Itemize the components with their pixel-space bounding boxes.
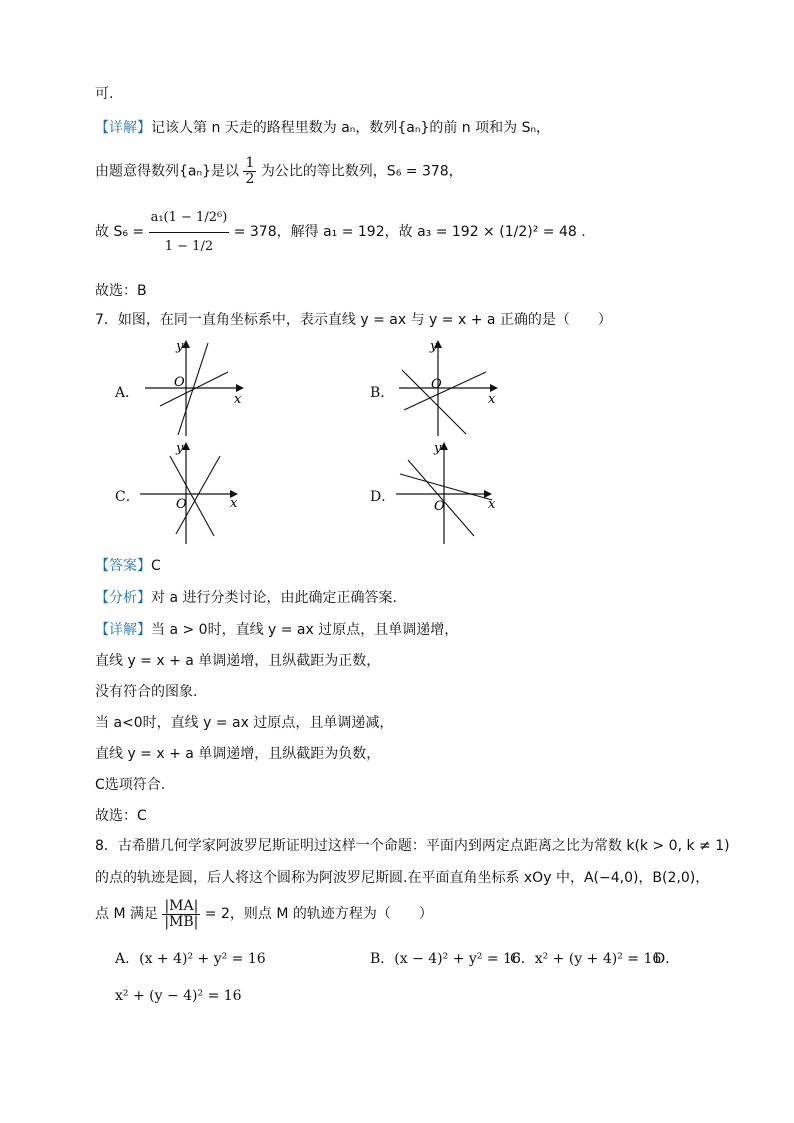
graph-a <box>140 338 250 442</box>
q8-line-3-post: = 2，则点 M 的轨迹方程为（ ） <box>204 906 433 922</box>
x-axis-label: x <box>234 392 242 407</box>
analysis-line <box>95 588 397 608</box>
sum-fraction <box>149 204 230 261</box>
detail-line-2 <box>95 156 463 187</box>
x-axis-arrow <box>236 384 244 392</box>
question-8-line-2: 的点的轨迹是圆，后人将这个圆称为阿波罗尼斯圆.在平面直角坐标系 xOy 中，A(−4,0)，B(2,0)， <box>95 870 710 886</box>
question-7-stem: 7．如图，在同一直角坐标系中，表示直线 y = ax 与 y = x + a 正确的是（ ） <box>95 312 612 328</box>
line-increasing <box>176 456 220 534</box>
detail2-line-7: 故选：C <box>95 808 147 824</box>
detail2-line-1 <box>95 620 458 640</box>
detail-line-1 <box>95 118 550 138</box>
y-axis-label: y <box>434 441 442 456</box>
detail-text-2-post: 为公比的等比数列，S₆ = 378， <box>260 163 463 180</box>
question-8-line-3 <box>95 896 433 932</box>
y-axis-label: y <box>176 441 184 456</box>
q8-choice-d-label: D． <box>654 951 680 967</box>
origin-label: O <box>431 377 442 392</box>
line-shallow-decreasing <box>400 474 492 500</box>
line-shallow <box>160 372 228 406</box>
detail-text-1: 记该人第 n 天走的路程里数为 aₙ，数列{aₙ}的前 n 项和为 Sₙ， <box>151 120 551 136</box>
question-8-line-1: 8．古希腊几何学家阿波罗尼斯证明过这样一个命题：平面内到两定点距离之比为常数 k(k > 0, k ≠ 1) <box>95 838 730 854</box>
option-a-label: A． <box>115 385 140 401</box>
x-axis-label: x <box>488 497 496 512</box>
fraction-denominator: 2 <box>245 171 255 187</box>
line-decreasing <box>170 456 214 536</box>
x-axis-label: x <box>230 496 238 511</box>
q8-choice-d-body: x² + (y − 4)² = 16 <box>115 988 242 1004</box>
y-axis-label: y <box>430 339 438 354</box>
detail-label: 【详解】 <box>95 120 151 136</box>
detail-text-2-pre: 由题意得数列{aₙ}是以 <box>95 163 239 180</box>
graph-b <box>394 338 504 442</box>
detail-text-3-post: = 378，解得 a₁ = 192，故 a₃ = 192 × (1/2)² = 48 . <box>233 224 586 240</box>
analysis-label: 【分析】 <box>95 590 151 606</box>
answer-value: C <box>151 558 161 574</box>
detail2-line-2: 直线 y = x + a 单调递增，且纵截距为正数， <box>95 653 381 669</box>
detail-line-3 <box>95 200 586 264</box>
option-d-label: D． <box>370 489 396 505</box>
sum-numerator: a₁(1 − 1/2⁶) <box>149 204 230 233</box>
answer-line <box>95 556 161 576</box>
detail2-line-5: 直线 y = x + a 单调递增，且纵截距为负数， <box>95 746 381 762</box>
line-increasing <box>404 372 486 410</box>
detail2-line-6: C选项符合. <box>95 777 166 793</box>
sum-denominator: 1 − 1/2 <box>164 238 214 254</box>
fraction-numerator: 1 <box>245 155 255 171</box>
q8-choice-a: A．(x + 4)² + y² = 16 <box>115 951 266 967</box>
line-steep-decreasing <box>408 460 474 536</box>
detail2-line-3: 没有符合的图象. <box>95 684 198 700</box>
answer-label: 【答案】 <box>95 558 151 574</box>
q8-choice-b: B．(x − 4)² + y² = 16 <box>370 951 521 967</box>
fraction-half <box>243 156 256 187</box>
x-axis-arrow <box>490 384 498 392</box>
analysis-text: 对 a 进行分类讨论，由此确定正确答案. <box>151 590 397 606</box>
graph-c <box>140 440 250 552</box>
answer-q6: 故选：B <box>95 283 147 299</box>
option-c-label: C． <box>115 489 140 505</box>
ratio-numerator: |MA| <box>164 897 199 914</box>
detail2-line-4: 当 a<0时，直线 y = ax 过原点，且单调递减， <box>95 715 394 731</box>
q8-choice-c: C．x² + (y + 4)² = 16 <box>510 951 662 967</box>
option-b-label: B． <box>370 385 395 401</box>
ratio-denominator: |MB| <box>164 913 199 930</box>
x-axis-label: x <box>488 392 496 407</box>
y-axis-label: y <box>176 339 184 354</box>
origin-label: O <box>174 375 185 390</box>
detail-text-3-pre: 故 S₆ = <box>95 224 145 240</box>
graph-d <box>394 440 504 552</box>
origin-label: O <box>434 499 445 514</box>
origin-label: O <box>176 497 187 512</box>
ratio-fraction <box>162 899 200 930</box>
detail2-text-1: 当 a > 0时，直线 y = ax 过原点，且单调递增， <box>151 622 459 638</box>
detail2-label: 【详解】 <box>95 622 151 638</box>
q8-line-3-pre: 点 M 满足 <box>95 906 158 922</box>
top-fragment: 可. <box>95 86 114 102</box>
